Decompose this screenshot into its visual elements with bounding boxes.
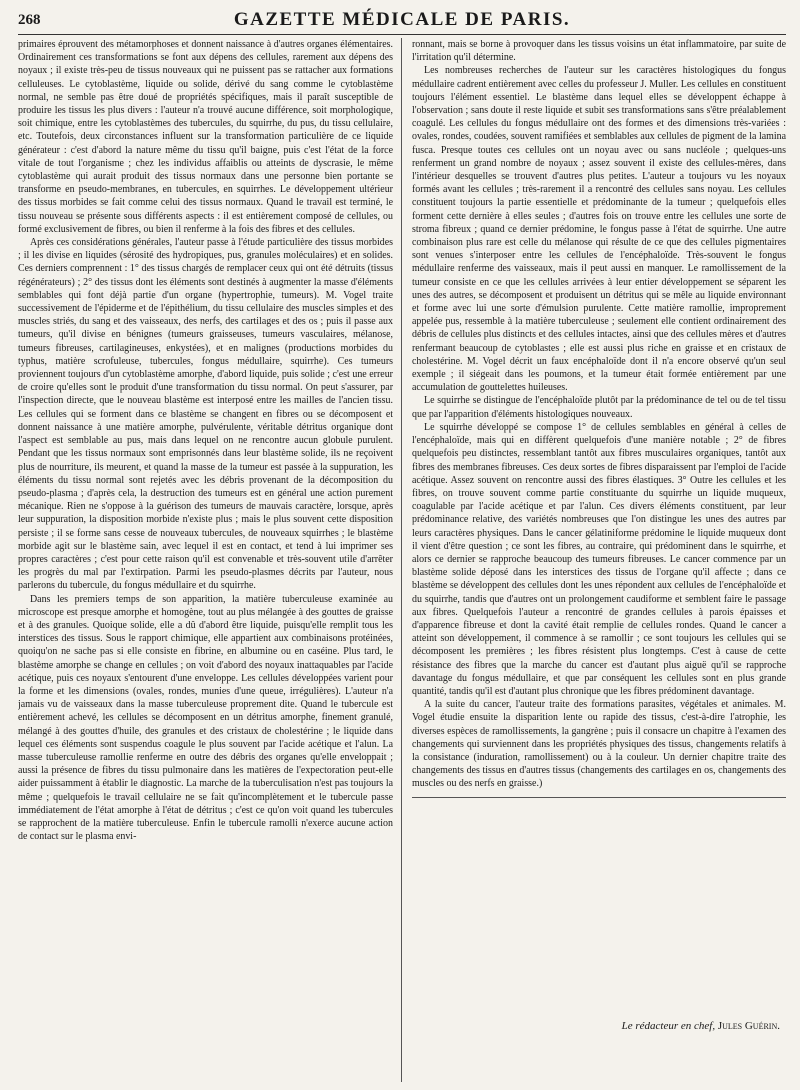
paragraph: Après ces considérations générales, l'auteur passe à l'étude particulière des tissus morbides ; il les divise en liquides (sérosité des hydropiques, pus, granules moléculaires) et en solides. Ces derniers comprennent : 1° des tissus chargés de remplacer ceux qui ont été détruits (tissus régénérateurs) ; 2° des tissus dont les éléments sont destinés à augmenter la masse d'éléments semblables qui font déjà partie d'un organe (hypertrophie, tumeurs). M. Vogel traite successivement de l'épiderme et de l'épithélium, du tissu cellulaire des muscles simples et des muscles striés, du sang et des vaisseaux, des nerfs, des cartilages et des os ; puis il passe aux tumeurs, qu'il divise en bénignes (tumeurs graisseuses, tumeurs vasculaires, mélanose, tumeurs fibreuses, cartilagineuses, enkystées), et en malignes (productions morbides du typhus, matière scrofuleuse, tubercules, fongus médullaire, squirrhe). Ces tumeurs proviennent toujours d'un cytoblastème amorphe, d'abord liquide, puis solide ; c'est une erreur de croire qu'elles sont le produit d'une transformation du tissu normal. On peut s'assurer, par l'inspection directe, que le nouveau blastème est interposé entre les mailles de l'ancien tissu. Les cellules qui se forment dans ce blastème se changent en fibres ou se décomposent et donnent naissance à une matière amorphe, pulvérulente, véritable détritus organique dont l'aspect est semblable au pus, mais dans lequel on ne rencontre aucun globule purulent. Pendant que les tissus normaux sont emprisonnés dans leur blastème solide, ils ne reçoivent plus de nourriture, ils meurent, et quand la masse de la tumeur est passée à la suppuration, les éléments du tissu normal sont rejetés avec les débris provenant de la décomposition du pseudo-plasma ; d'après cela, la destruction des tumeurs est en général une action purement mécanique. Rien ne s'oppose à la guérison des tumeurs de mauvais caractère, lorsque, après leur suppuration, la disposition morbide n'existe plus ; mais le plus souvent cette disposition persiste ; il se forme sans cesse de nouveaux tubercules, de nouveaux squirrhes ; le blastème morbide agit sur le blastème sain, avec lequel il est en contact, et tend à lui imprimer ses propres caractères ; c'est pour cette raison qu'il est convenable et très-souvent utile d'arrêter les progrès du mal par l'extirpation. Parmi les pseudo-plasmes décrits par l'auteur, nous parlerons du tubercule, du fongus médullaire et du squirrhe. [18, 237, 393, 592]
paragraph: ronnant, mais se borne à provoquer dans les tissus voisins un état inflammatoire, par suite de l'irritation qu'il détermine. [412, 39, 786, 64]
paragraph: primaires éprouvent des métamorphoses et donnent naissance à d'autres organes élémentaires. Ordinairement ces transformations se font aux dépens des cellules, rarement aux dépens des noyaux ; il existe très-peu de tissus nouveaux qui ne puissent pas se rattacher aux formations celluleuses. Le cytoblastème, liquide ou solide, dérivé du sang comme le cytoblastème normal, ne semble pas être doué de propriétés spécifiques, mais il paraît susceptible de produire les tissus les plus divers : l'auteur n'a trouvé aucune différence, soit morphologique, soit chimique, entre les cytoblastèmes des tubercules, du squirrhe, du pus, du tissu cellulaire, etc. Toutefois, deux circonstances influent sur la transformation particulière de ce liquide générateur : c'est d'abord la nature même du tissu qu'il baigne, puis c'est l'état de la force vitale de tout l'organisme ; chez les individus affaiblis ou atteints de dyscrasie, le même cytoblastème qui aurait produit des tissus normaux dans une personne bien portante se transforme en pseudo-membranes, en tubercules, en squirrhes. Le développement ultérieur des tissus morbides se fait comme celui des tissus normaux. Quand le travail est terminé, le tissu nouveau se présente sous différents aspects : il est entièrement composé de cellules, ou formé exclusivement de fibres, ou bien il renferme à la fois des fibres et des cellules. [18, 39, 393, 235]
article-columns [18, 38, 786, 1082]
journal-title: GAZETTE MÉDICALE DE PARIS. [233, 9, 571, 30]
paragraph: Le squirrhe développé se compose 1° de cellules semblables en général à celles de l'encéphaloïde, mais qui en diffèrent quelquefois d'une manière notable ; 2° de fibres quelquefois peu distinctes, ressemblant tantôt aux fibres musculaires organiques, tantôt aux fibres des membranes fibreuses. Ces deux sortes de fibres disparaissent par l'emploi de l'acide acétique. Assez souvent on rencontre aussi des fibres élastiques. 3° Outre les cellules et les fibres, on trouve souvent comme partie constituante du squirrhe un liquide muqueux, coagulable par l'acide acétique et par l'alun. Ces divers éléments constituent, par leur prédominance relative, des variétés nombreuses que l'on distingue les unes des autres par leurs caractères physiques. Dans le cancer gélatiniforme prédomine le liquide muqueux dont il vient d'être question ; ce sont les fibres, au contraire, qui prédominent dans le squirrhe, et alors ce dernier se rapproche beaucoup des tumeurs fibreuses. Le cancer commence par un blastème solide déposé dans les interstices des tissus de l'organe qu'il affecte ; dans ce blastème se développent des cellules dont les unes répondent aux cellules de l'encéphaloïde et du squirrhe, tandis que d'autres ont un prolongement caudiforme et semblent faire le passage aux fibres. Quelquefois l'auteur a rencontré de grandes cellules à parois épaisses et d'apparence fibreuse et dont la cavité était remplie de cellules rondes. Quand le cancer a atteint son développement, il commence à se ramollir ; ce sont toujours les cellules qui se décomposent les premières ; les fibres résistent plus longtemps. C'est à cause de cette résistance des fibres que la marche du cancer est d'autant plus aiguë qu'il se rapproche davantage du fongus médullaire, et que par conséquent les cellules sont en plus grande quantité, tandis qu'il est d'autant plus chronique que les fibres prédominent davantage. [412, 421, 786, 697]
paragraph: Les nombreuses recherches de l'auteur sur les caractères histologiques du fongus médullaire cadrent entièrement avec celles du professeur J. Muller. Les cellules en constituent toujours l'élément essentiel. Le blastème dans lequel elles se développent échappe à l'observation ; sans doute il reste liquide et subit ses transformations sans s'être préalablement coagulé. Les cellules du fongus médullaire ont des formes et des dimensions très-variées : ovales, rondes, coudées, souvent ramifiées et semblables aux cellules de pigment de la lamina fusca. Presque toutes ces cellules ont un noyau avec ou sans nucléole ; quelques-uns renferment un grand nombre de noyaux ; assez souvent il existe des cellules-mères, dans l'intérieur desquelles se trouvent d'autres plus petites. L'auteur a toujours vu les noyaux formés avant les cellules ; très-rarement il a rencontré des cellules sans noyau. Les cellules constituent toujours la partie essentielle et prédominante de la tumeur ; quelquefois elles forment cette dernière à elles seules ; d'autres fois on trouve entre les cellules une sorte de stroma fibreux ; quand ce dernier prédomine, le fongus passe à l'état de squirrhe. Une autre combinaison plus rare est celle du mélanose qui résulte de ce que des cellules pigmentaires sont venues s'interposer entre les cellules de l'encéphaloïde. Très-souvent le fongus médullaire renferme des vaisseaux, mais il peut aussi en manquer. Le ramollissement de la tumeur consiste en ce que les cellules arrivées à leur entier développement se séparent les unes des autres, se décomposent et produisent un détritus qui se mêle au liquide environnant et forme avec lui une sorte d'émulsion purulente. Cette matière ramollie, improprement appelée pus, ressemble à la matière tuberculeuse ; seulement elle contient ordinairement des débris de cellules plus distincts et des cellules intactes, ainsi que des cellules mères et d'autres renfermant beaucoup de cytoblastes ; elle est aussi plus riche en graisse et en cristaux de cholestérine. M. Vogel décrit un faux encéphaloïde dont il n'a encore observé qu'un seul exemple ; il siégeait dans les poumons, et la tumeur était formée entièrement par une accumulation de gouttelettes huileuses. [412, 65, 786, 394]
right-column [402, 38, 786, 1082]
paragraph: Dans les premiers temps de son apparition, la matière tuberculeuse examinée au microscope est presque amorphe et homogène, tout au plus mélangée à des gouttes de graisse et à des granules. Quoique solide, elle a dû d'abord être liquide, puisqu'elle remplit tous les interstices des tissus. Sous le rapport chimique, elle appartient aux combinaisons protéinées, quoiqu'on ne sache pas si elle consiste en fibrine, en albumine ou en caséine. Plus tard, le blastème amorphe se change en cellules ; on voit d'abord des noyaux inattaquables par l'acide acétique, puis ces noyaux s'entourent d'une enveloppe. Les cellules développées varient pour la forme et les dimensions (ovales, rondes, munies d'une queue, irrégulières). L'auteur n'a jamais vu de vaisseaux dans la masse tuberculeuse proprement dite. Quand le tubercule est entièrement achevé, les cellules se décomposent en un détritus amorphe, finement granulé, mélangé à des gouttes d'huile, des granules et des cristaux de cholestérine ; le liquide dans lequel ces éléments sont suspendus coagule le plus souvent par l'acide acétique et l'alun. La masse tuberculeuse ramollie renferme en outre des débris des organes qu'elle enveloppait ; aussi la présence de fibres du tissu pulmonaire dans les matières de l'expectoration peut-elle aider puissamment à établir le diagnostic. La marche de la tuberculisation n'est pas toujours la même ; quelquefois le travail cellulaire ne se fait qu'incomplètement et le tubercule passe immédiatement de l'état amorphe à l'état de détritus ; c'est ce qu'on voit quand les tubercules se rapprochent de la matière tuberculeuse. Enfin le tubercule ramolli n'exerce aucune action de contact sur le plasma envi- [18, 593, 393, 843]
paragraph: Le squirrhe se distingue de l'encéphaloïde plutôt par la prédominance de tel ou de tel tissu que par l'apparition d'éléments histologiques nouveaux. [412, 395, 786, 420]
signature-label: Le rédacteur en chef, [621, 1020, 716, 1032]
page-number: 268 [18, 11, 41, 28]
editor-signature [622, 1020, 780, 1032]
left-column [18, 38, 402, 1082]
paragraph: A la suite du cancer, l'auteur traite des formations parasites, végétales et animales. M. Vogel étudie ensuite la disparition lente ou rapide des tissus, c'est-à-dire l'atrophie, les diverses espèces de ramollissements, la gangrène ; puis il consacre un chapitre à l'examen des changements qui surviennent dans les propriétés physiques des tissus, changements relatifs à la consistance (induration, ramollissement) ou à la couleur. Un dernier chapitre traite des changements des tissus en d'autres tissus (changements des cartilages en os, changements des muscles ou des nerfs en graisse.) [412, 699, 786, 790]
signature-name: Jules Guérin. [717, 1020, 780, 1032]
section-divider [412, 797, 786, 798]
page-header [18, 6, 786, 35]
